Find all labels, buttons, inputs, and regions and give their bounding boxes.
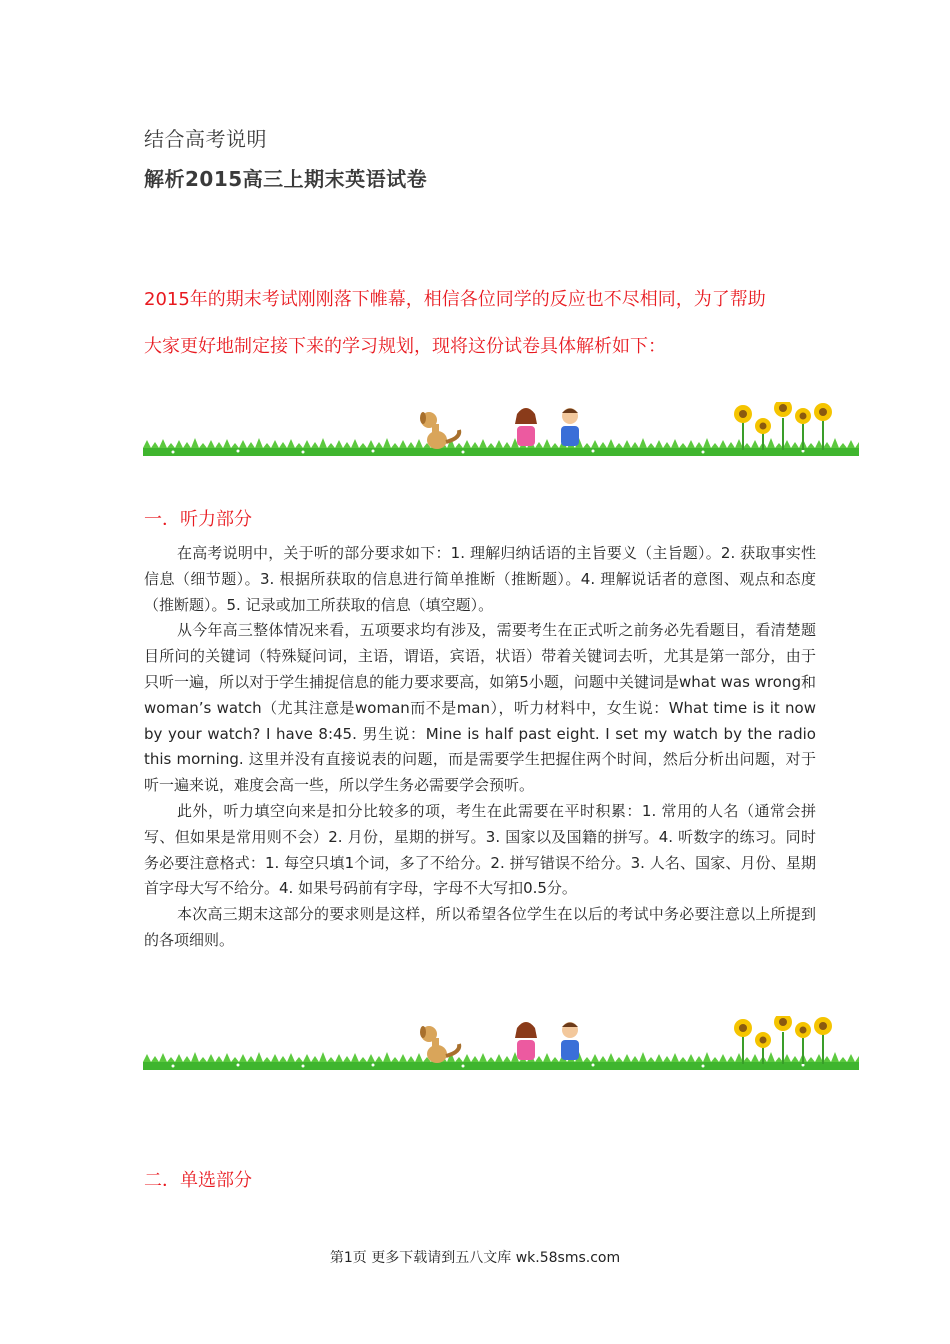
- paragraph: 在高考说明中，关于听的部分要求如下：1. 理解归纳话语的主旨要义（主旨题）。2. 获取事实性信息（细节题）。3. 根据所获取的信息进行简单推断（推断题）。4. 理解说话者的意图、观点和态度（推断题）。5. 记录或加工所获取的信息（填空题）。: [144, 544, 816, 614]
- intro-line-2: 大家更好地制定接下来的学习规划，现将这份试卷具体解析如下：: [144, 336, 666, 357]
- page-footer: 第1页 更多下载请到五八文库 wk.58sms.com: [329, 1250, 621, 1266]
- dog-figure: [420, 1026, 459, 1063]
- dog-figure: [420, 412, 459, 449]
- paragraph: 从今年高三整体情况来看，五项要求均有涉及，需要考生在正式听之前务必先看题目，看清楚题目所问的关键词（特殊疑问词，主语，谓语，宾语，状语）带着关键词去听，尤其是第一部分，由于只听一遍，所以对于学生捕捉信息的能力要求要高，如第5小题，问题中关键词是what was wrong和woman’s watch（尤其注意是woman而不是man），听力材料中，女生说：What time is it now by your watch? I have 8:45. 男生说：Mine is half past eight. I set my watch by the radio this morning. 这里并没有直接说表的问题，而是需要学生把握住两个时间，然后分析出问题，对于听一遍来说，难度会高一些，所以学生务必需要学会预听。: [144, 621, 816, 795]
- listening-section-body: [144, 541, 816, 954]
- sunflowers: [734, 402, 832, 450]
- title-line-2: 解析2015高三上期末英语试卷: [144, 167, 428, 191]
- grass-banner-illustration: [143, 402, 859, 460]
- paragraph: 此外，听力填空向来是扣分比较多的项，考生在此需要在平时积累：1. 常用的人名（通常会拼写、但如果是常用则不会）2. 月份，星期的拼写。3. 国家以及国籍的拼写。4. 听数字的练习。同时务必要注意格式：1. 每空只填1个词，多了不给分。2. 拼写错误不给分。3. 人名、国家、月份、星期首字母大写不给分。4. 如果号码前有字母，字母不大写扣0.5分。: [144, 801, 816, 898]
- intro-line-1: 2015年的期末考试刚刚落下帷幕，相信各位同学的反应也不尽相同，为了帮助: [144, 289, 766, 310]
- section-heading-listening: 一．听力部分: [144, 509, 252, 530]
- section-heading-single-choice: 二．单选部分: [144, 1170, 252, 1191]
- grass-strip: [143, 1052, 859, 1070]
- grass-banner-illustration: [143, 1016, 859, 1074]
- sunflowers: [734, 1016, 832, 1064]
- paragraph: 本次高三期末这部分的要求则是这样，所以希望各位学生在以后的考试中务必要注意以上所提到的各项细则。: [144, 905, 816, 949]
- grass-strip: [143, 438, 859, 456]
- title-line-1: 结合高考说明: [144, 127, 267, 151]
